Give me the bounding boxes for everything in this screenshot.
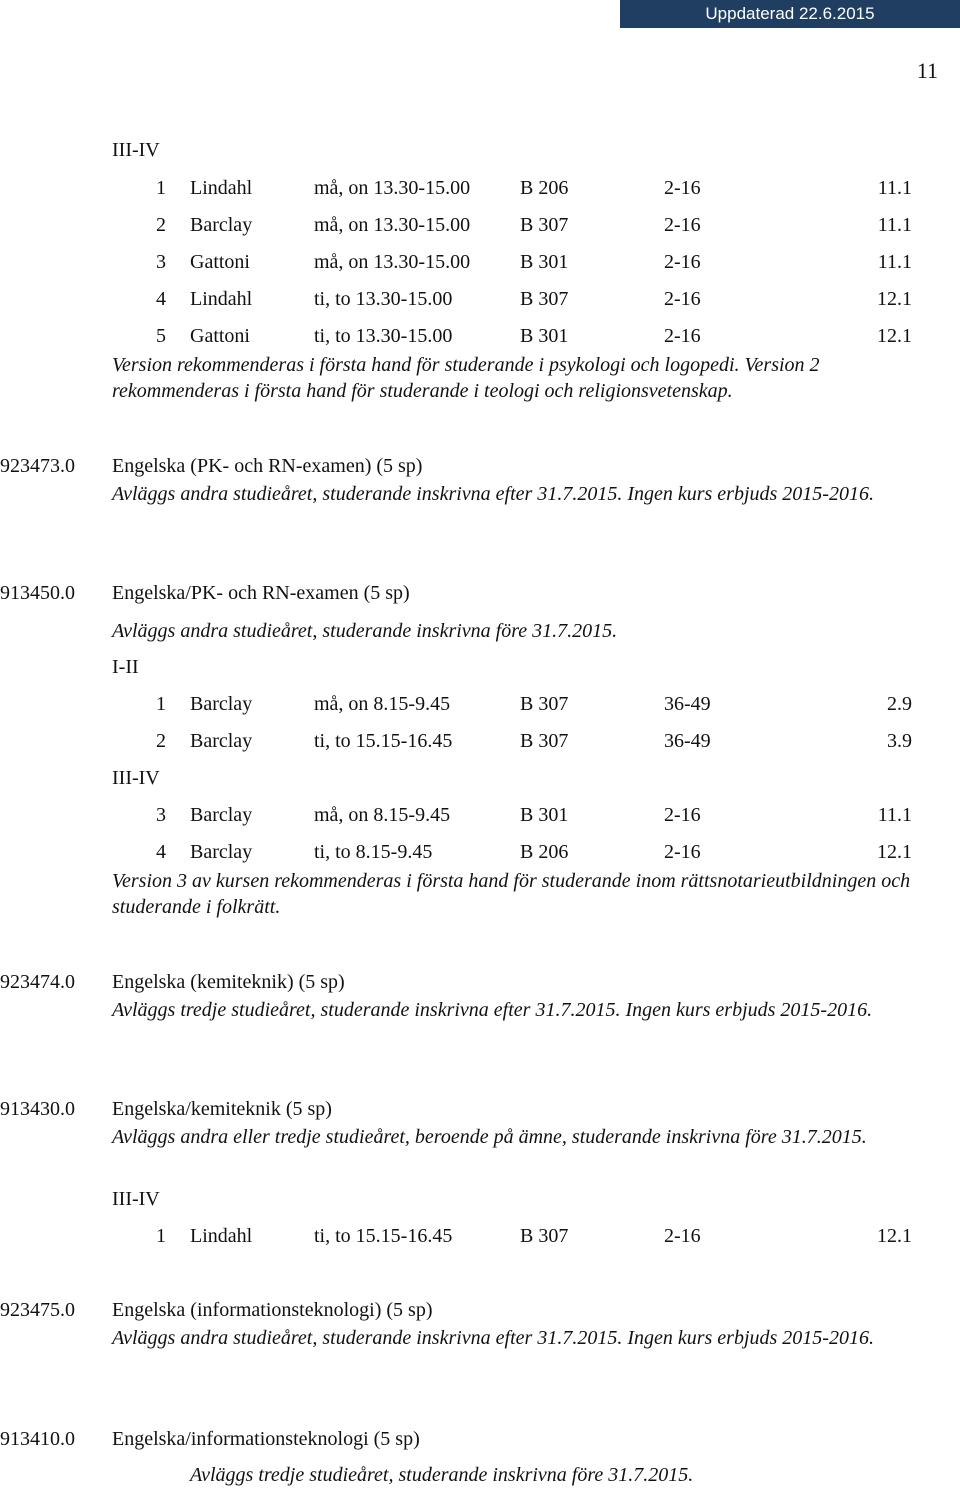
- time: må, on 8.15-9.45: [314, 693, 451, 715]
- group-number: 2: [156, 214, 166, 236]
- group-number: 5: [156, 325, 166, 347]
- teacher: Lindahl: [190, 288, 253, 310]
- course-description: Avläggs andra eller tredje studieåret, beroende på ämne, studerande inskrivna före 31.7.2015.: [112, 1126, 867, 1148]
- time: må, on 8.15-9.45: [314, 804, 451, 826]
- start-date: 11.1: [877, 251, 912, 273]
- course-code: 923474.0: [0, 971, 75, 993]
- page-number: 11: [916, 58, 938, 83]
- group-number: 1: [156, 1225, 166, 1247]
- start-date: 3.9: [887, 730, 912, 752]
- schedule-row: [0, 250, 960, 274]
- room: B 307: [520, 730, 569, 752]
- version-note: Version 3 av kursen rekommenderas i första hand för studerande inom rättsnotarieutbildningen och studerande i folkrätt.: [112, 870, 911, 918]
- weeks: 36-49: [664, 730, 711, 752]
- course-description: Avläggs tredje studieåret, studerande inskrivna före 31.7.2015.: [190, 1464, 694, 1486]
- room: B 206: [520, 177, 569, 199]
- weeks: 2-16: [664, 1225, 701, 1247]
- start-date: 11.1: [877, 804, 912, 826]
- time: ti, to 13.30-15.00: [314, 325, 453, 347]
- group-number: 1: [156, 693, 166, 715]
- room: B 301: [520, 804, 569, 826]
- teacher: Lindahl: [190, 1225, 253, 1247]
- group-number: 4: [156, 288, 166, 310]
- start-date: 12.1: [877, 1225, 912, 1247]
- room: B 307: [520, 693, 569, 715]
- teacher: Gattoni: [190, 251, 250, 273]
- course-code: 923473.0: [0, 455, 75, 477]
- time: må, on 13.30-15.00: [314, 214, 471, 236]
- room: B 307: [520, 214, 569, 236]
- group-number: 4: [156, 841, 166, 863]
- schedule-row: [0, 176, 960, 200]
- period-label: III-IV: [112, 1188, 160, 1210]
- teacher: Barclay: [190, 214, 253, 236]
- schedule-row: [0, 840, 960, 864]
- time: ti, to 13.30-15.00: [314, 288, 453, 310]
- start-date: 12.1: [877, 325, 912, 347]
- teacher: Barclay: [190, 841, 253, 863]
- course-code: 913410.0: [0, 1428, 75, 1450]
- weeks: 2-16: [664, 325, 701, 347]
- course-code: 913430.0: [0, 1098, 75, 1120]
- teacher: Barclay: [190, 804, 253, 826]
- room: B 307: [520, 1225, 569, 1247]
- time: må, on 13.30-15.00: [314, 251, 471, 273]
- schedule-row: [0, 803, 960, 827]
- room: B 301: [520, 325, 569, 347]
- course-title: Engelska/kemiteknik (5 sp): [112, 1098, 332, 1120]
- teacher: Barclay: [190, 730, 253, 752]
- course-code: 913450.0: [0, 582, 75, 604]
- course-title: Engelska/PK- och RN-examen (5 sp): [112, 582, 410, 604]
- room: B 307: [520, 288, 569, 310]
- schedule-row: [0, 692, 960, 716]
- time: ti, to 8.15-9.45: [314, 841, 433, 863]
- schedule-row: [0, 1224, 960, 1248]
- start-date: 12.1: [877, 841, 912, 863]
- start-date: 2.9: [887, 693, 912, 715]
- start-date: 12.1: [877, 288, 912, 310]
- group-number: 3: [156, 251, 166, 273]
- room: B 206: [520, 841, 569, 863]
- course-title: Engelska (kemiteknik) (5 sp): [112, 971, 345, 993]
- schedule-row: [0, 287, 960, 311]
- teacher: Lindahl: [190, 177, 253, 199]
- course-title: Engelska (PK- och RN-examen) (5 sp): [112, 455, 423, 477]
- weeks: 2-16: [664, 804, 701, 826]
- weeks: 2-16: [664, 214, 701, 236]
- weeks: 2-16: [664, 177, 701, 199]
- teacher: Gattoni: [190, 325, 250, 347]
- schedule-row: [0, 729, 960, 753]
- period-label: I-II: [112, 656, 139, 678]
- course-description: Avläggs andra studieåret, studerande inskrivna efter 31.7.2015. Ingen kurs erbjuds 2015-2016.: [112, 483, 874, 505]
- course-title: Engelska (informationsteknologi) (5 sp): [112, 1299, 433, 1321]
- time: ti, to 15.15-16.45: [314, 730, 453, 752]
- room: B 301: [520, 251, 569, 273]
- weeks: 2-16: [664, 251, 701, 273]
- weeks: 2-16: [664, 841, 701, 863]
- group-number: 2: [156, 730, 166, 752]
- course-description: Avläggs tredje studieåret, studerande inskrivna efter 31.7.2015. Ingen kurs erbjuds 2015-2016.: [112, 999, 873, 1021]
- period-label: III-IV: [112, 139, 160, 161]
- schedule-row: [0, 324, 960, 348]
- weeks: 36-49: [664, 693, 711, 715]
- time: må, on 13.30-15.00: [314, 177, 471, 199]
- course-description: Avläggs andra studieåret, studerande inskrivna före 31.7.2015.: [112, 620, 618, 642]
- group-number: 1: [156, 177, 166, 199]
- group-number: 3: [156, 804, 166, 826]
- schedule-row: [0, 213, 960, 237]
- course-description: Avläggs andra studieåret, studerande inskrivna efter 31.7.2015. Ingen kurs erbjuds 2015-2016.: [112, 1327, 874, 1349]
- start-date: 11.1: [877, 214, 912, 236]
- period-label: III-IV: [112, 767, 160, 789]
- updated-banner: Uppdaterad 22.6.2015: [620, 0, 960, 28]
- weeks: 2-16: [664, 288, 701, 310]
- version-note: Version rekommenderas i första hand för studerande i psykologi och logopedi. Version 2 rekommenderas i första hand för studerande i teologi och religionsvetenskap.: [112, 354, 820, 402]
- course-code: 923475.0: [0, 1299, 75, 1321]
- time: ti, to 15.15-16.45: [314, 1225, 453, 1247]
- course-title: Engelska/informationsteknologi (5 sp): [112, 1428, 420, 1450]
- teacher: Barclay: [190, 693, 253, 715]
- start-date: 11.1: [877, 177, 912, 199]
